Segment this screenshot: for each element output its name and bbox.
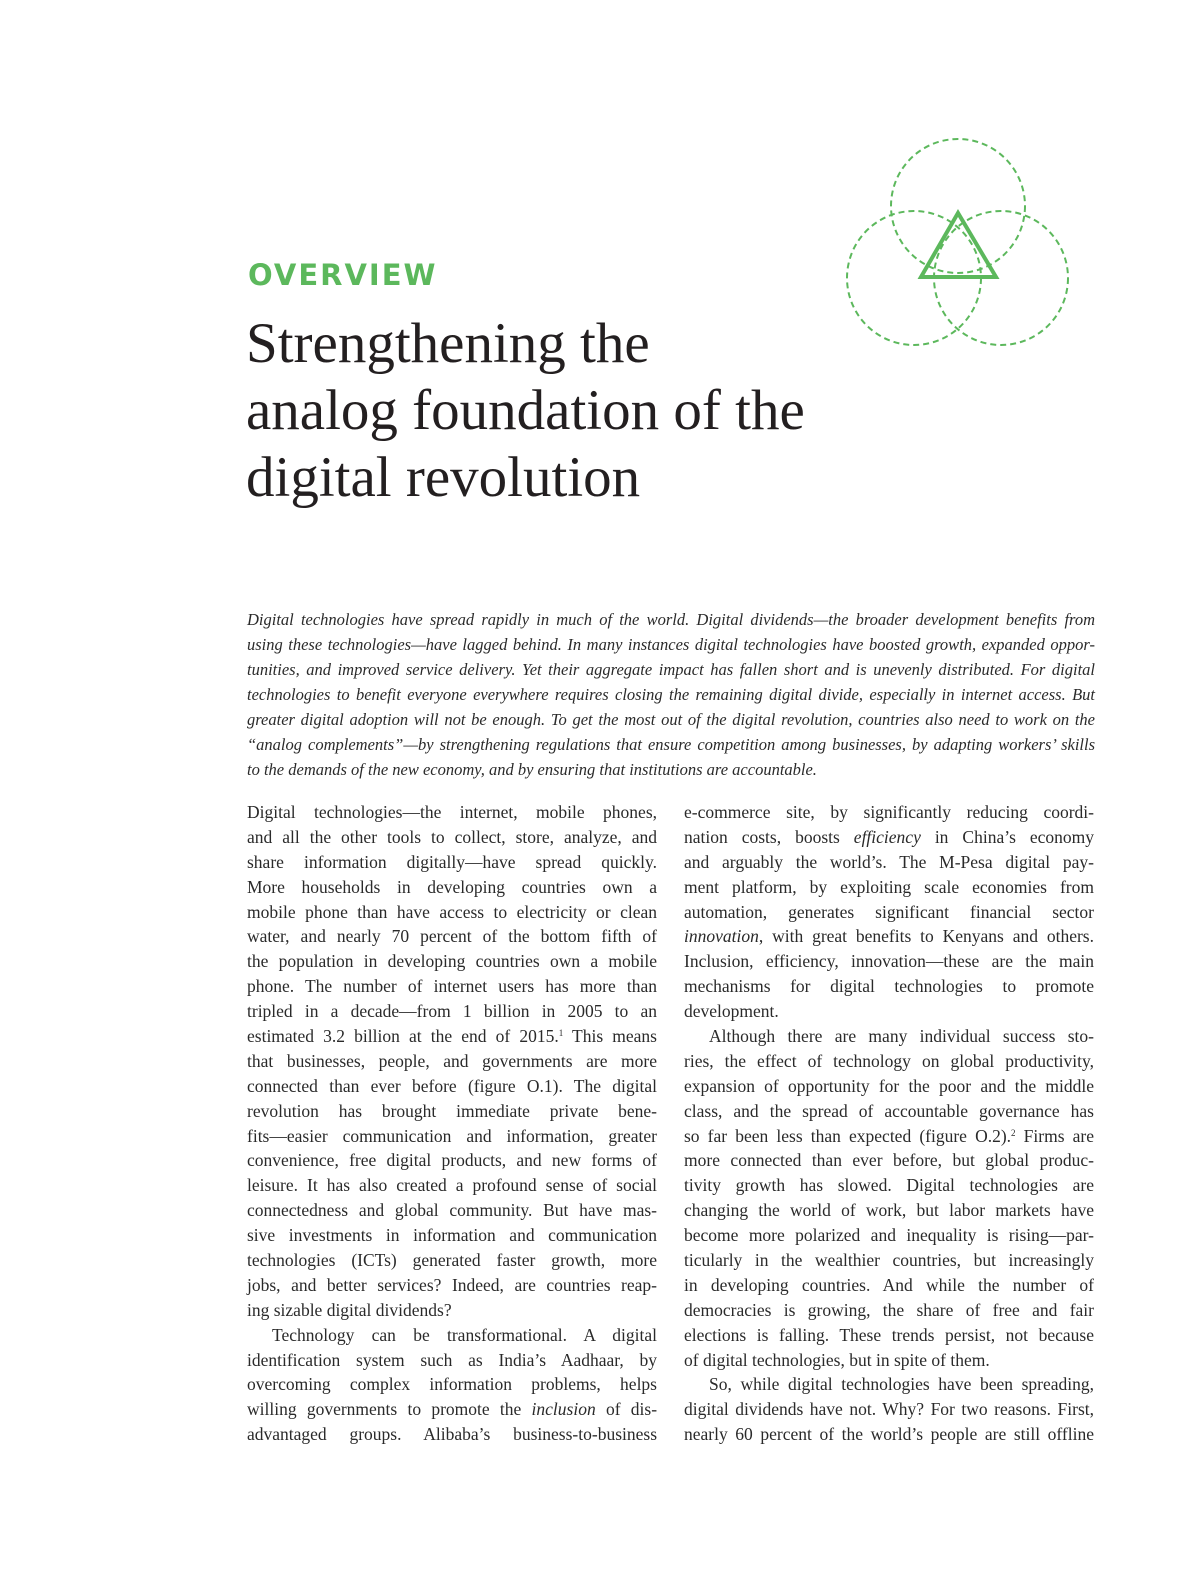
footnote-ref: 1 — [558, 1028, 564, 1039]
body-line: fits—easier communication and information, greater — [247, 1125, 657, 1146]
page-title — [246, 310, 886, 511]
body-line: ment platform, by exploiting scale economies from — [684, 876, 1094, 897]
body-line: ries, the effect of technology on global productivity, — [684, 1050, 1094, 1071]
body-line: Inclusion, efficiency, innovation—these are the main — [684, 951, 1094, 972]
body-line: development. — [684, 1001, 779, 1022]
body-line — [247, 1024, 657, 1049]
body-line: class, and the spread of accountable governance has — [684, 1100, 1094, 1121]
body-line: identification system such as India’s Aadhaar, by — [247, 1349, 657, 1370]
body-line: the population in developing countries own a mobile — [247, 951, 657, 972]
body-text: Firms are — [1015, 1125, 1094, 1146]
body-line: elections is falling. These trends persist, not because — [684, 1324, 1094, 1345]
body-line: ing sizable digital dividends? — [247, 1299, 452, 1320]
body-line: connectedness and global community. But have mas- — [247, 1200, 657, 1221]
emphasis-text: inclusion — [531, 1399, 596, 1420]
body-line: democracies is growing, the share of free and fair — [684, 1299, 1094, 1320]
body-line: tivity growth has slowed. Digital technologies are — [684, 1175, 1094, 1196]
body-line: connected than ever before (figure O.1). The digital — [247, 1075, 657, 1096]
body-line: that businesses, people, and governments are more — [247, 1050, 657, 1071]
logo-circle-top — [891, 139, 1025, 273]
body-column-right — [684, 800, 1094, 1447]
title-line: analog foundation of the — [246, 379, 805, 442]
body-text: so far been less than expected (figure O.2). — [684, 1125, 1012, 1146]
body-line: More households in developing countries own a — [247, 876, 657, 897]
body-text: This means — [563, 1026, 657, 1047]
abstract-line: tunities, and improved service delivery. Yet their aggregate impact has fallen short and is unevenly distributed. For digital — [247, 660, 1095, 679]
body-line: convenience, free digital products, and new forms of — [247, 1150, 657, 1171]
body-line: expansion of opportunity for the poor and the middle — [684, 1075, 1094, 1096]
body-line: Digital technologies—the internet, mobile phones, — [247, 802, 657, 822]
body-line: digital dividends have not. Why? For two reasons. First, — [684, 1399, 1094, 1420]
body-line: changing the world of work, but labor markets have — [684, 1200, 1094, 1221]
body-line — [247, 1397, 657, 1422]
title-line: digital revolution — [246, 446, 641, 509]
body-line: So, while digital technologies have been spreading, — [709, 1374, 1094, 1395]
body-text: of dis- — [595, 1399, 658, 1420]
body-line: technologies (ICTs) generated faster growth, more — [247, 1250, 657, 1271]
emphasis-text: innovation — [684, 926, 759, 947]
body-line: advantaged groups. Alibaba’s business-to-business — [247, 1424, 657, 1445]
abstract-line: Digital technologies have spread rapidly in much of the world. Digital dividends—the broader development benefits from — [247, 610, 1095, 629]
body-line: sive investments in information and communication — [247, 1225, 657, 1246]
abstract-line: technologies to benefit everyone everywhere requires closing the remaining digital divide, especially in internet access. But — [247, 685, 1095, 704]
emphasis-text: efficiency — [853, 826, 921, 847]
abstract-line: to the demands of the new economy, and by ensuring that institutions are accountable. — [247, 760, 817, 779]
body-line: mobile phone than have access to electricity or clean — [247, 901, 657, 922]
footnote-ref: 2 — [1011, 1127, 1016, 1138]
body-line: Technology can be transformational. A digital — [272, 1324, 657, 1345]
body-line: e-commerce site, by significantly reducing coordi- — [684, 802, 1094, 822]
body-line: tripled in a decade—from 1 billion in 2005 to an — [247, 1001, 657, 1022]
body-line: and arguably the world’s. The M-Pesa digital pay- — [684, 851, 1094, 872]
abstract-line: “analog complements”—by strengthening regulations that ensure competition among businesses, by adapting workers’ skills — [247, 735, 1095, 754]
section-kicker: OVERVIEW — [248, 258, 438, 292]
body-line: and all the other tools to collect, store, analyze, and — [247, 826, 657, 847]
body-line: leisure. It has also created a profound sense of social — [247, 1175, 657, 1196]
body-line — [684, 1124, 1094, 1149]
body-line: in developing countries. And while the number of — [684, 1274, 1094, 1295]
body-line: ticularly in the wealthier countries, but increasingly — [684, 1250, 1094, 1271]
abstract-line: greater digital adoption will not be enough. To get the most out of the digital revolution, countries also need to work on the — [247, 710, 1095, 729]
body-line: nearly 60 percent of the world’s people are still offline — [684, 1424, 1094, 1445]
body-line: mechanisms for digital technologies to promote — [684, 976, 1094, 997]
body-line: water, and nearly 70 percent of the bottom fifth of — [247, 926, 657, 947]
title-line: Strengthening the — [246, 312, 650, 375]
body-line — [684, 924, 1094, 949]
abstract — [247, 607, 1095, 782]
body-text: , with great benefits to Kenyans and others. — [758, 926, 1094, 947]
body-text: nation costs, boosts — [684, 826, 840, 847]
body-line: jobs, and better services? Indeed, are countries reap- — [247, 1274, 657, 1295]
body-line: Although there are many individual success sto- — [709, 1026, 1094, 1047]
body-line: share information digitally—have spread quickly. — [247, 851, 657, 872]
body-line: become more polarized and inequality is rising—par- — [684, 1225, 1094, 1246]
body-text: willing governments to promote the — [247, 1399, 522, 1420]
body-line: automation, generates significant financial sector — [684, 901, 1094, 922]
body-text: in China’s economy — [920, 826, 1095, 847]
body-line: more connected than ever before, but global produc- — [684, 1150, 1094, 1171]
abstract-line: using these technologies—have lagged behind. In many instances digital technologies have boosted growth, expanded oppor- — [247, 635, 1095, 654]
body-text: estimated 3.2 billion at the end of 2015. — [247, 1026, 559, 1047]
body-line — [684, 825, 1094, 850]
body-line: revolution has brought immediate private bene- — [247, 1100, 657, 1121]
body-line: phone. The number of internet users has more than — [247, 976, 657, 997]
body-line: of digital technologies, but in spite of them. — [684, 1349, 990, 1370]
body-column-left — [247, 800, 657, 1447]
body-line: overcoming complex information problems, helps — [247, 1374, 657, 1395]
